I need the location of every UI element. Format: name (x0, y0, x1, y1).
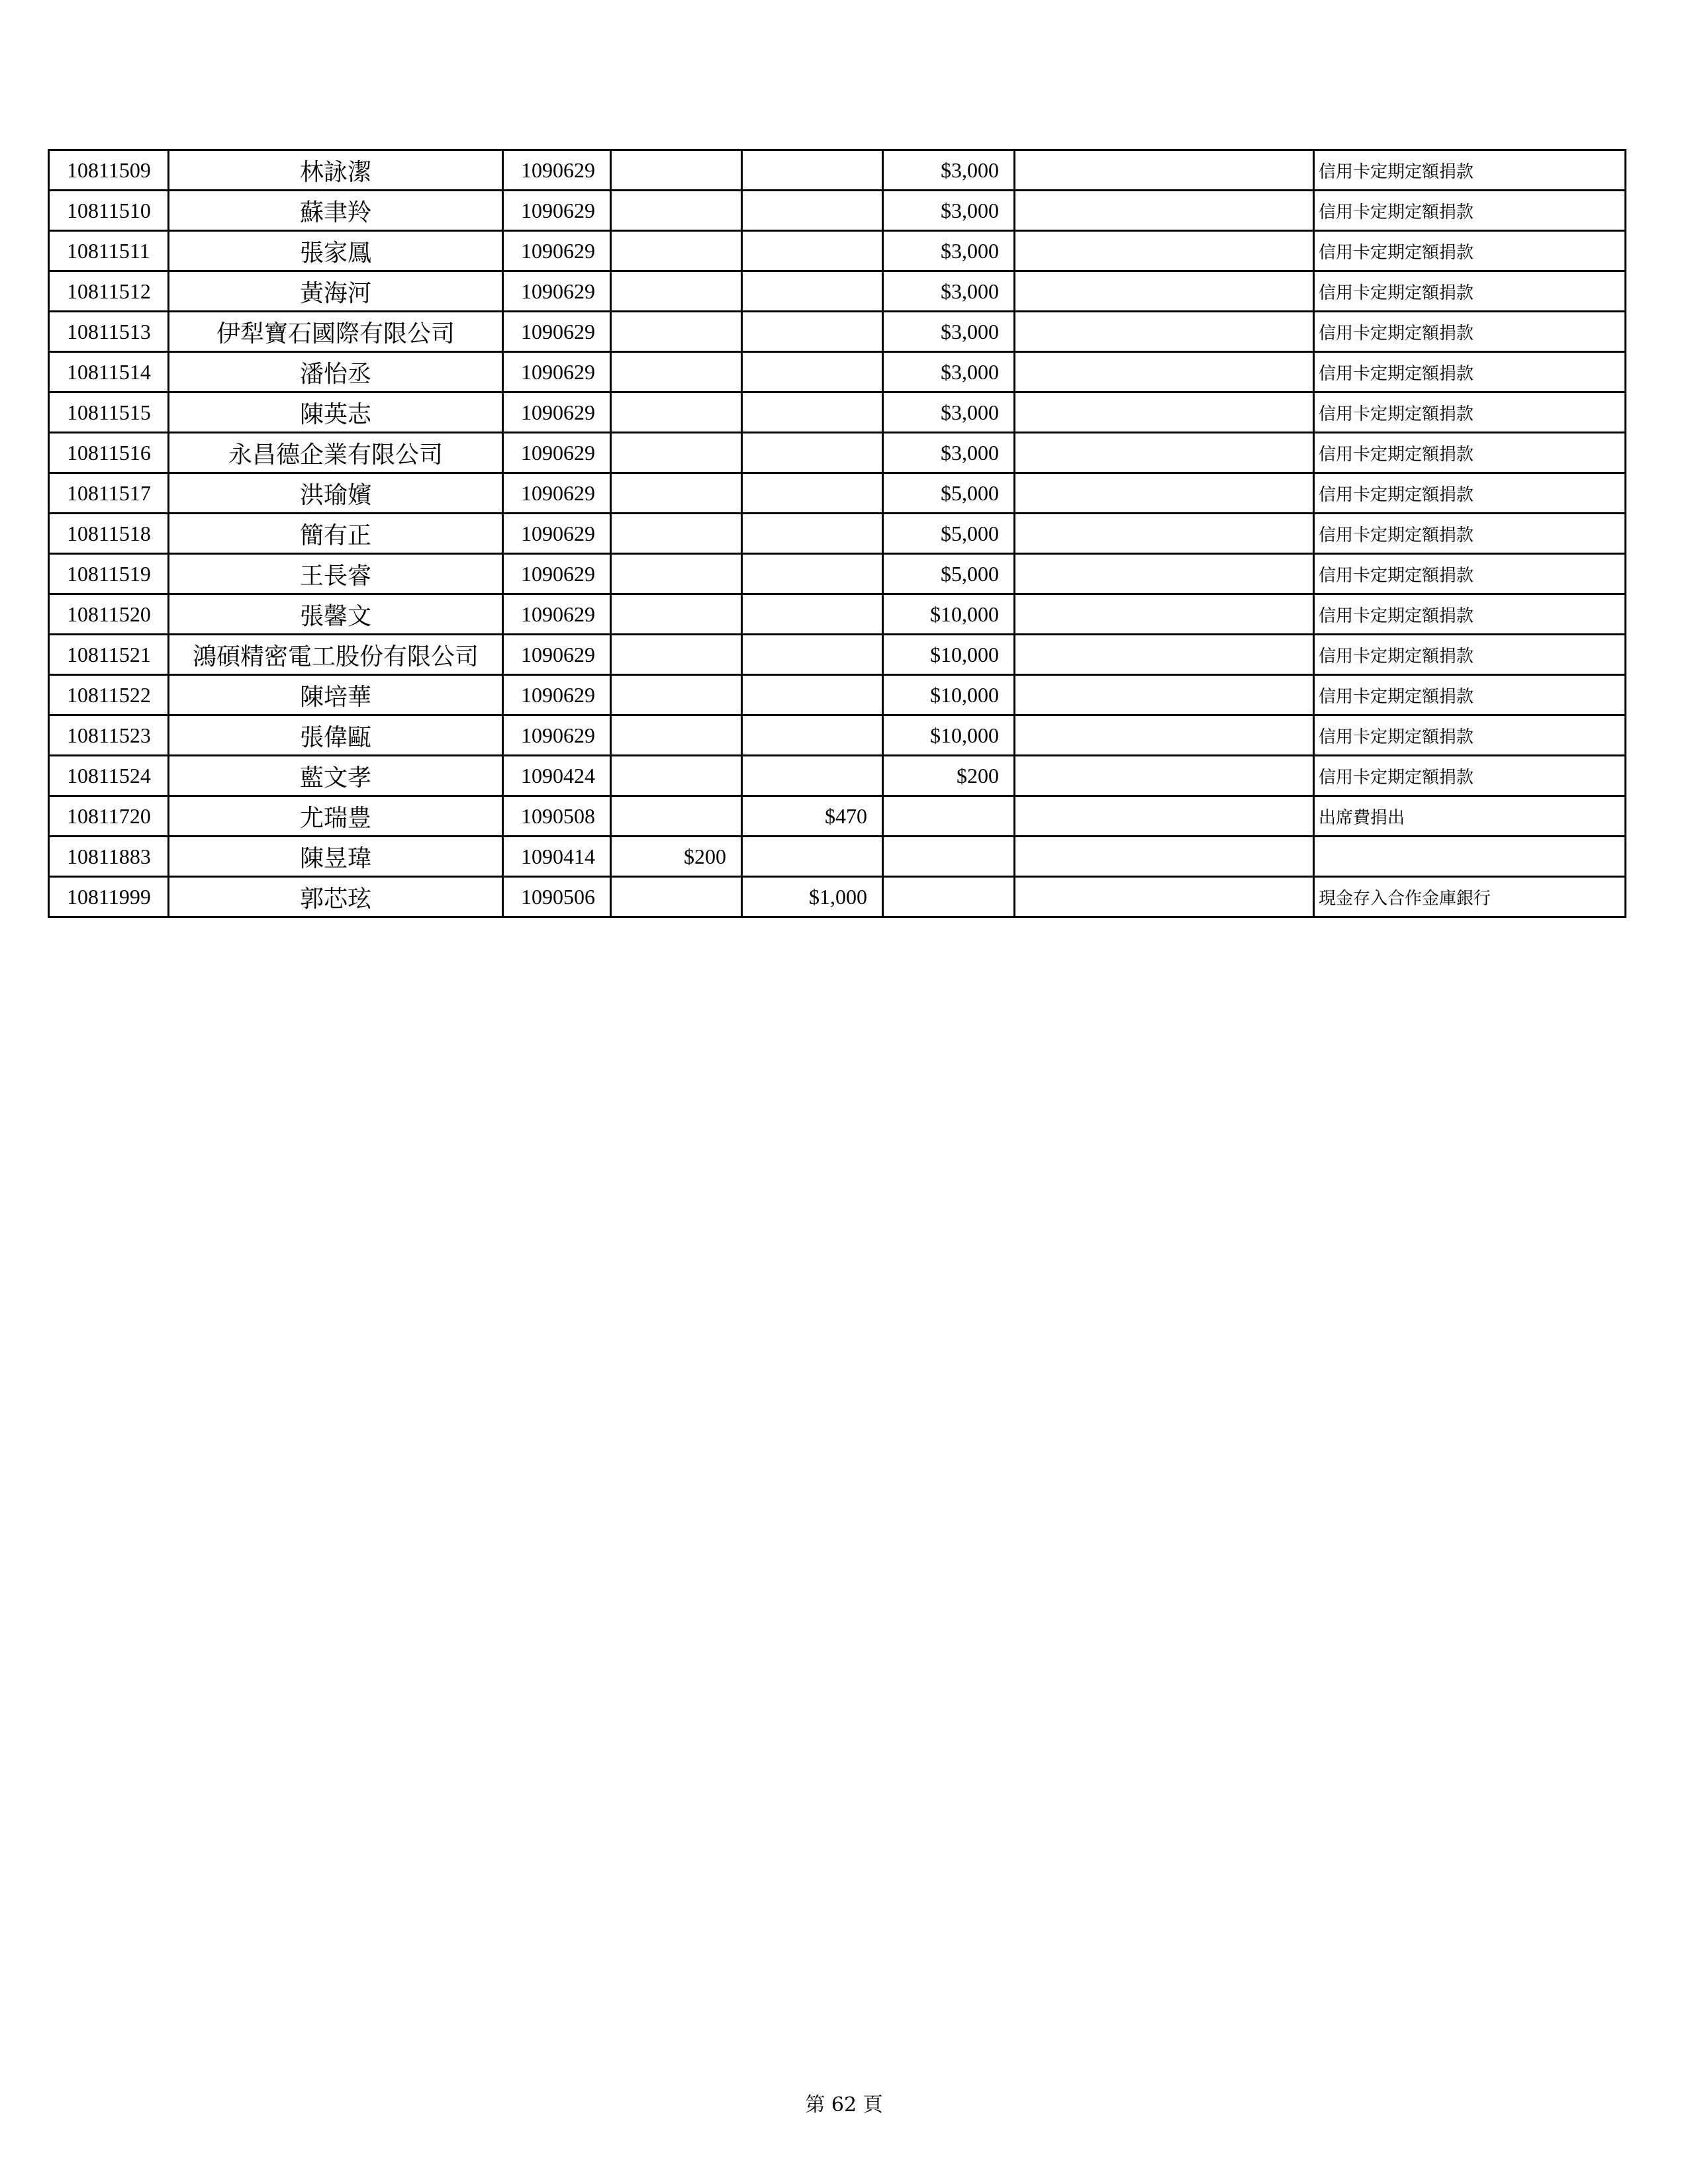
amount-column-2-cell (742, 191, 883, 231)
date-cell: 1090629 (503, 271, 611, 312)
amount-column-4-cell (1015, 473, 1314, 514)
donor-name-cell: 林詠潔 (169, 150, 503, 191)
amount-column-4-cell (1015, 433, 1314, 473)
amount-column-1-cell (611, 231, 742, 271)
receipt-number-cell: 10811883 (49, 837, 169, 877)
amount-column-3-cell: $10,000 (883, 715, 1015, 756)
amount-column-1-cell (611, 150, 742, 191)
donor-name-cell: 簡有正 (169, 514, 503, 554)
receipt-number-cell: 10811516 (49, 433, 169, 473)
amount-column-2-cell (742, 473, 883, 514)
donor-name-cell: 陳培華 (169, 675, 503, 715)
amount-column-4-cell (1015, 554, 1314, 594)
donor-name-cell: 潘怡丞 (169, 352, 503, 392)
amount-column-1-cell (611, 352, 742, 392)
remark-cell: 出席費捐出 (1314, 796, 1626, 837)
receipt-number-cell: 10811512 (49, 271, 169, 312)
amount-column-3-cell (883, 837, 1015, 877)
amount-column-3-cell: $10,000 (883, 675, 1015, 715)
remark-cell: 信用卡定期定額捐款 (1314, 715, 1626, 756)
amount-column-2-cell (742, 352, 883, 392)
donor-name-cell: 蘇聿羚 (169, 191, 503, 231)
amount-column-4-cell (1015, 837, 1314, 877)
donor-name-cell: 黃海河 (169, 271, 503, 312)
remark-cell: 信用卡定期定額捐款 (1314, 150, 1626, 191)
table-row (49, 675, 1626, 715)
amount-column-1-cell (611, 312, 742, 352)
table-row (49, 756, 1626, 796)
page-number: 第 62 頁 (805, 2093, 883, 2116)
amount-column-3-cell: $3,000 (883, 150, 1015, 191)
receipt-number-cell: 10811520 (49, 594, 169, 635)
amount-column-2-cell (742, 635, 883, 675)
remark-cell: 信用卡定期定額捐款 (1314, 352, 1626, 392)
receipt-number-cell: 10811521 (49, 635, 169, 675)
amount-column-4-cell (1015, 150, 1314, 191)
donor-name-cell: 洪瑜嬪 (169, 473, 503, 514)
amount-column-3-cell: $3,000 (883, 352, 1015, 392)
table-row (49, 796, 1626, 837)
remark-cell: 信用卡定期定額捐款 (1314, 473, 1626, 514)
receipt-number-cell: 10811522 (49, 675, 169, 715)
receipt-number-cell: 10811511 (49, 231, 169, 271)
amount-column-2-cell (742, 594, 883, 635)
receipt-number-cell: 10811524 (49, 756, 169, 796)
remark-cell: 信用卡定期定額捐款 (1314, 756, 1626, 796)
table-row (49, 877, 1626, 917)
remark-cell: 信用卡定期定額捐款 (1314, 594, 1626, 635)
remark-cell: 現金存入合作金庫銀行 (1314, 877, 1626, 917)
amount-column-3-cell: $5,000 (883, 514, 1015, 554)
remark-cell: 信用卡定期定額捐款 (1314, 392, 1626, 433)
receipt-number-cell: 10811523 (49, 715, 169, 756)
amount-column-1-cell (611, 715, 742, 756)
table-row (49, 312, 1626, 352)
ledger-body (49, 150, 1626, 917)
date-cell: 1090629 (503, 231, 611, 271)
donor-name-cell: 鴻碩精密電工股份有限公司 (169, 635, 503, 675)
amount-column-1-cell (611, 473, 742, 514)
receipt-number-cell: 10811517 (49, 473, 169, 514)
amount-column-2-cell (742, 271, 883, 312)
amount-column-3-cell: $3,000 (883, 231, 1015, 271)
date-cell: 1090629 (503, 675, 611, 715)
amount-column-4-cell (1015, 675, 1314, 715)
donor-name-cell: 陳昱瑋 (169, 837, 503, 877)
amount-column-4-cell (1015, 231, 1314, 271)
date-cell: 1090629 (503, 312, 611, 352)
amount-column-3-cell: $5,000 (883, 554, 1015, 594)
table-row (49, 837, 1626, 877)
amount-column-1-cell (611, 594, 742, 635)
amount-column-4-cell (1015, 352, 1314, 392)
amount-column-3-cell: $3,000 (883, 312, 1015, 352)
remark-cell: 信用卡定期定額捐款 (1314, 433, 1626, 473)
amount-column-3-cell: $3,000 (883, 271, 1015, 312)
receipt-number-cell: 10811999 (49, 877, 169, 917)
amount-column-1-cell (611, 514, 742, 554)
amount-column-1-cell (611, 271, 742, 312)
donor-name-cell: 張偉甌 (169, 715, 503, 756)
date-cell: 1090629 (503, 635, 611, 675)
amount-column-1-cell (611, 191, 742, 231)
date-cell: 1090629 (503, 352, 611, 392)
remark-cell: 信用卡定期定額捐款 (1314, 191, 1626, 231)
donor-name-cell: 張家鳳 (169, 231, 503, 271)
amount-column-1-cell (611, 877, 742, 917)
amount-column-2-cell (742, 392, 883, 433)
date-cell: 1090506 (503, 877, 611, 917)
amount-column-4-cell (1015, 191, 1314, 231)
amount-column-3-cell: $10,000 (883, 594, 1015, 635)
table-row (49, 433, 1626, 473)
amount-column-3-cell: $5,000 (883, 473, 1015, 514)
remark-cell: 信用卡定期定額捐款 (1314, 514, 1626, 554)
donor-name-cell: 尤瑞豊 (169, 796, 503, 837)
remark-cell: 信用卡定期定額捐款 (1314, 312, 1626, 352)
donor-name-cell: 藍文孝 (169, 756, 503, 796)
amount-column-2-cell (742, 312, 883, 352)
amount-column-2-cell: $1,000 (742, 877, 883, 917)
table-row (49, 271, 1626, 312)
amount-column-3-cell: $3,000 (883, 433, 1015, 473)
remark-cell: 信用卡定期定額捐款 (1314, 554, 1626, 594)
remark-cell: 信用卡定期定額捐款 (1314, 675, 1626, 715)
amount-column-3-cell (883, 877, 1015, 917)
donor-name-cell: 郭芯玹 (169, 877, 503, 917)
amount-column-4-cell (1015, 392, 1314, 433)
amount-column-2-cell (742, 231, 883, 271)
date-cell: 1090629 (503, 191, 611, 231)
amount-column-4-cell (1015, 312, 1314, 352)
donation-ledger-table (48, 149, 1626, 918)
amount-column-2-cell (742, 150, 883, 191)
date-cell: 1090424 (503, 756, 611, 796)
date-cell: 1090629 (503, 433, 611, 473)
amount-column-3-cell: $200 (883, 756, 1015, 796)
amount-column-1-cell (611, 756, 742, 796)
receipt-number-cell: 10811509 (49, 150, 169, 191)
date-cell: 1090629 (503, 554, 611, 594)
amount-column-2-cell (742, 514, 883, 554)
date-cell: 1090629 (503, 392, 611, 433)
remark-cell: 信用卡定期定額捐款 (1314, 635, 1626, 675)
amount-column-2-cell (742, 837, 883, 877)
table-row (49, 715, 1626, 756)
date-cell: 1090629 (503, 473, 611, 514)
amount-column-4-cell (1015, 877, 1314, 917)
receipt-number-cell: 10811720 (49, 796, 169, 837)
amount-column-1-cell (611, 635, 742, 675)
donor-name-cell: 伊犁寶石國際有限公司 (169, 312, 503, 352)
remark-cell: 信用卡定期定額捐款 (1314, 231, 1626, 271)
amount-column-3-cell: $3,000 (883, 392, 1015, 433)
donor-name-cell: 王長睿 (169, 554, 503, 594)
amount-column-3-cell (883, 796, 1015, 837)
amount-column-3-cell: $10,000 (883, 635, 1015, 675)
amount-column-4-cell (1015, 796, 1314, 837)
amount-column-1-cell (611, 554, 742, 594)
receipt-number-cell: 10811514 (49, 352, 169, 392)
receipt-number-cell: 10811515 (49, 392, 169, 433)
amount-column-4-cell (1015, 715, 1314, 756)
table-row (49, 514, 1626, 554)
amount-column-2-cell: $470 (742, 796, 883, 837)
amount-column-3-cell: $3,000 (883, 191, 1015, 231)
amount-column-2-cell (742, 756, 883, 796)
date-cell: 1090629 (503, 150, 611, 191)
amount-column-1-cell (611, 433, 742, 473)
table-row (49, 150, 1626, 191)
amount-column-2-cell (742, 554, 883, 594)
table-row (49, 554, 1626, 594)
date-cell: 1090629 (503, 715, 611, 756)
table-row (49, 231, 1626, 271)
remark-cell (1314, 837, 1626, 877)
amount-column-1-cell (611, 796, 742, 837)
amount-column-4-cell (1015, 514, 1314, 554)
table-row (49, 352, 1626, 392)
amount-column-1-cell: $200 (611, 837, 742, 877)
amount-column-1-cell (611, 675, 742, 715)
table-row (49, 635, 1626, 675)
amount-column-4-cell (1015, 756, 1314, 796)
receipt-number-cell: 10811510 (49, 191, 169, 231)
amount-column-4-cell (1015, 635, 1314, 675)
donor-name-cell: 永昌德企業有限公司 (169, 433, 503, 473)
amount-column-2-cell (742, 715, 883, 756)
receipt-number-cell: 10811519 (49, 554, 169, 594)
receipt-number-cell: 10811513 (49, 312, 169, 352)
table-row (49, 191, 1626, 231)
date-cell: 1090629 (503, 594, 611, 635)
table-row (49, 473, 1626, 514)
table-row (49, 594, 1626, 635)
date-cell: 1090414 (503, 837, 611, 877)
date-cell: 1090508 (503, 796, 611, 837)
remark-cell: 信用卡定期定額捐款 (1314, 271, 1626, 312)
amount-column-2-cell (742, 675, 883, 715)
donor-name-cell: 張馨文 (169, 594, 503, 635)
amount-column-4-cell (1015, 271, 1314, 312)
amount-column-4-cell (1015, 594, 1314, 635)
receipt-number-cell: 10811518 (49, 514, 169, 554)
date-cell: 1090629 (503, 514, 611, 554)
table-row (49, 392, 1626, 433)
amount-column-2-cell (742, 433, 883, 473)
amount-column-1-cell (611, 392, 742, 433)
donor-name-cell: 陳英志 (169, 392, 503, 433)
